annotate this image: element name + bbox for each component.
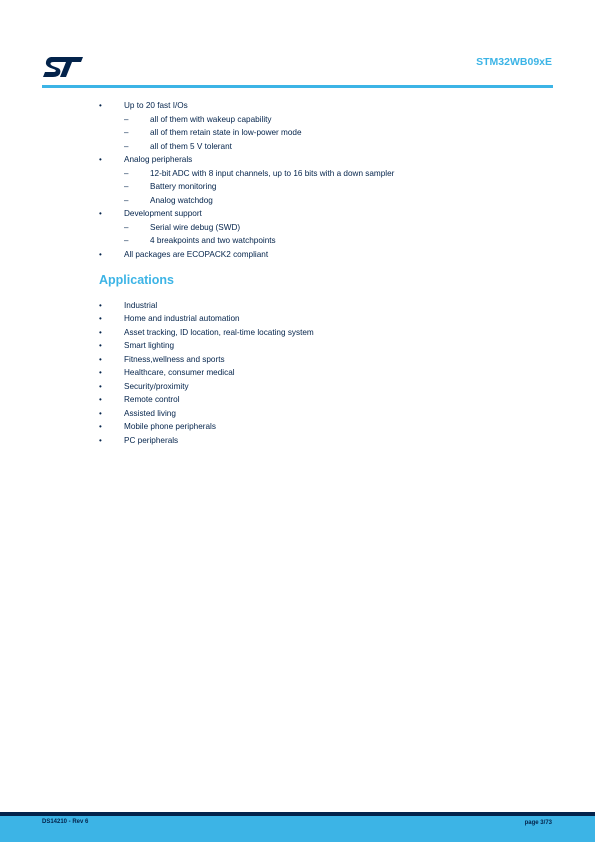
bullet-icon: • [99, 249, 102, 259]
list-item-text: 12-bit ADC with 8 input channels, up to 16 bits with a down sampler [150, 168, 395, 178]
dash-icon: – [124, 168, 129, 178]
list-item-text: Analog watchdog [150, 195, 213, 205]
bullet-icon: • [99, 327, 102, 337]
document-title: STM32WB09xE [476, 56, 552, 68]
list-item-text: Battery monitoring [150, 182, 217, 191]
bullet-icon: • [99, 354, 102, 364]
list-item-text: Development support [124, 209, 202, 218]
application-item-text: Remote control [124, 395, 180, 405]
application-item-text: PC peripherals [124, 435, 179, 445]
application-item-text: Mobile phone peripherals [124, 422, 216, 432]
bullet-icon: • [99, 368, 102, 378]
bullet-icon: • [99, 101, 102, 110]
footer-bar [0, 816, 595, 842]
list-item-text: Analog peripherals [124, 155, 193, 164]
list-item-text: All packages are ECOPACK2 compliant [124, 249, 269, 259]
application-item-text: Assisted living [124, 408, 176, 418]
bullet-icon: • [99, 209, 102, 218]
bullet-icon: • [99, 314, 102, 324]
bullet-icon: • [99, 422, 102, 432]
st-logo-icon [42, 56, 84, 80]
bullet-icon: • [99, 301, 102, 310]
bullet-icon: • [99, 435, 102, 445]
footer-doc-reference: DS14210 - Rev 6 [42, 819, 89, 825]
dash-icon: – [124, 141, 129, 151]
list-item-text: Serial wire debug (SWD) [150, 222, 241, 232]
application-item-text: Fitness,wellness and sports [124, 354, 225, 364]
application-item-text: Home and industrial automation [124, 314, 240, 324]
dash-icon: – [124, 236, 129, 245]
list-item-text: all of them retain state in low-power mode [150, 128, 302, 137]
bullet-icon: • [99, 395, 102, 405]
dash-icon: – [124, 195, 129, 205]
list-item-text: all of them with wakeup capability [150, 114, 272, 124]
applications-heading: Applications [99, 273, 175, 287]
dash-icon: – [124, 128, 129, 137]
bullet-icon: • [99, 155, 102, 164]
dash-icon: – [124, 182, 129, 191]
application-item-text: Security/proximity [124, 381, 189, 391]
application-item-text: Smart lighting [124, 341, 175, 351]
list-item-text: Up to 20 fast I/Os [124, 101, 188, 110]
application-item-text: Healthcare, consumer medical [124, 368, 235, 378]
bullet-icon: • [99, 381, 102, 391]
bullet-icon: • [99, 408, 102, 418]
list-item-text: all of them 5 V tolerant [150, 141, 232, 151]
application-item-text: Asset tracking, ID location, real-time locating system [124, 327, 314, 337]
footer-page-number: page 3/73 [524, 820, 552, 826]
dash-icon: – [124, 114, 129, 124]
bullet-icon: • [99, 341, 102, 351]
header-divider [42, 85, 553, 88]
dash-icon: – [124, 222, 129, 232]
list-item-text: 4 breakpoints and two watchpoints [150, 236, 276, 245]
application-item-text: Industrial [124, 301, 158, 310]
